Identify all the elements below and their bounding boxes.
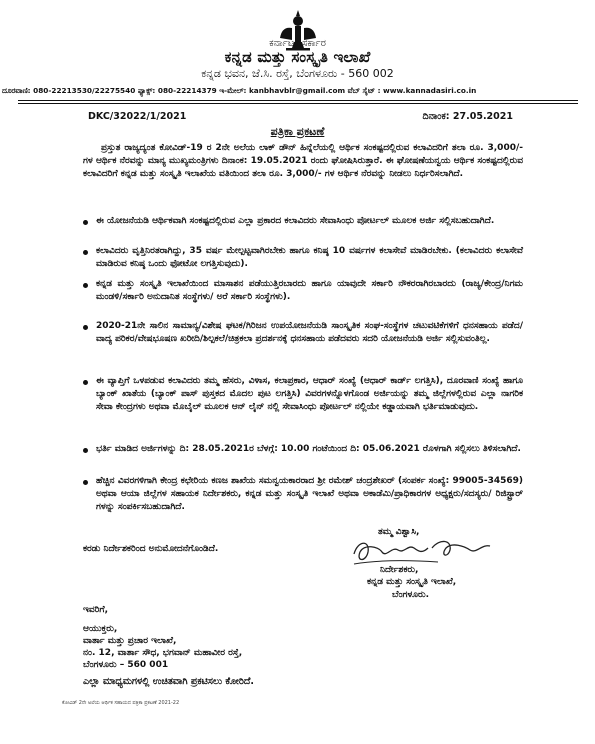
closing-text: ತಮ್ಮ ವಿಶ್ವಾಸಿ, <box>378 527 420 537</box>
bullet-icon <box>83 220 88 225</box>
list-item: ಕನ್ನಡ ಮತ್ತು ಸಂಸ್ಕೃತಿ ಇಲಾಖೆಯಿಂದ ಮಾಸಾಶನ ಪಡೆಯುತ್ತಿರಬಾರದು ಹಾಗೂ ಯಾವುದೇ ಸರ್ಕಾರಿ ನೌಕರರಾಗಿರಬಾರದು (ರಾಜ್ಯ/ಕೇಂದ್ರ/ನಿಗಮ ಮಂಡಳಿ/ಸರ್ಕಾರಿ ಅನುದಾನಿತ ಸಂಸ್ಥೆಗಳು/ ಅರೆ ಸರ್ಕಾರಿ ಸಂಸ್ಥೆಗಳು). <box>83 278 523 304</box>
signatory-role: ನಿರ್ದೇಶಕರು, <box>380 565 419 575</box>
list-item: ಹೆಚ್ಚಿನ ವಿವರಗಳಿಗಾಗಿ ಕೇಂದ್ರ ಕಛೇರಿಯ ಕಣಜ ಶಾಖೆಯ ಸಮನ್ವಯಕಾರರಾದ ಶ್ರೀ ರಮೇಶ್ ಚಂದ್ರಶೇಖರ್ (ಸಂಪರ್ಕ ಸಂಖ್ಯೆ: 99005-34569) ಅಥವಾ ಆಯಾ ಜಿಲ್ಲೆಗಳ ಸಹಾಯಕ ನಿರ್ದೇಶಕರು, ಕನ್ನಡ ಮತ್ತು ಸಂಸ್ಕೃತಿ ಇಲಾಖೆ ಅಥವಾ ಅಕಾಡೆಮಿ/ಪ್ರಾಧಿಕಾರಗಳ ಅಧ್ಯಕ್ಷರು/ಸದಸ್ಯರು/ ರಿಜಿಸ್ಟ್ರಾರ್ ಗಳನ್ನು ಸಂಪರ್ಕಿಸಬಹುದಾಗಿದೆ. <box>83 475 523 514</box>
press-release-title: ಪತ್ರಿಕಾ ಪ್ರಕಟಣೆ <box>270 125 325 138</box>
list-item: ಈ ವ್ಯಾಪ್ತಿಗೆ ಒಳಪಡುವ ಕಲಾವಿದರು ತಮ್ಮ ಹೆಸರು, ವಿಳಾಸ, ಕಲಾಪ್ರಕಾರ, ಆಧಾರ್ ಸಂಖ್ಯೆ (ಆಧಾರ್ ಕಾರ್ಡ್ ಲಗತ್ತಿಸಿ), ದೂರವಾಣಿ ಸಂಖ್ಯೆ ಹಾಗೂ ಬ್ಯಾಂಕ್ ಖಾತೆಯ (ಬ್ಯಾಂಕ್ ಪಾಸ್ ಪುಸ್ತಕದ ಮೊದಲ ಪುಟ ಲಗತ್ತಿಸಿ) ವಿವರಗಳನ್ನೊಳಗೊಂಡ ಅರ್ಜಿಯನ್ನು ತಮ್ಮ ಜಿಲ್ಲೆಗಳಲ್ಲಿರುವ ಎಲ್ಲಾ ನಾಗರಿಕ ಸೇವಾ ಕೇಂದ್ರಗಳು ಅಥವಾ ಮೊಬೈಲ್ ಮೂಲಕ ಆನ್ ಲೈನ್ ನಲ್ಲಿ ಸೇವಾಸಿಂಧು ಪೋರ್ಟಲ್ ನಲ್ಲಿಯೇ ಕಡ್ಡಾಯವಾಗಿ ಭರ್ತಿಮಾಡುವುದು. <box>83 375 523 414</box>
publication-request: ಎಲ್ಲಾ ಮಾಧ್ಯಮಗಳಲ್ಲಿ ಉಚಿತವಾಗಿ ಪ್ರಕಟಿಸಲು ಕೋರಿದೆ. <box>83 676 254 687</box>
footer-note: ಕೋವಿಡ್ 2ನೇ ಅಲೆಯ ಆರ್ಥಿಕ ಸಹಾಯದ ಪತ್ರಿಕಾ ಪ್ರಕಟಣೆ 2021-22 <box>62 700 180 706</box>
approval-note: ಕರಡು ನಿರ್ದೇಶಕರಿಂದ ಅನುಮೋದನೆಗೊಂಡಿದೆ. <box>83 544 219 554</box>
bullet-icon <box>83 283 88 288</box>
list-item: ಕಲಾವಿದರು ವೃತ್ತಿನಿರತರಾಗಿದ್ದು, 35 ವರ್ಷ ಮೇಲ್ಪಟ್ಟವಾಗಿರಬೇಕು ಹಾಗೂ ಕನಿಷ್ಠ 10 ವರ್ಷಗಳ ಕಲಾಸೇವೆ ಮಾಡಿರಬೇಕು. (ಕಲಾವಿದರು ಕಲಾಸೇವೆ ಮಾಡಿರುವ ಕನಿಷ್ಠ ಒಂದು ಫೋಟೋ ಲಗತ್ತಿಸುವುದು). <box>83 245 523 271</box>
government-name: ಕರ್ನಾಟಕ ಸರ್ಕಾರ <box>269 38 326 49</box>
intro-paragraph <box>83 142 523 181</box>
bullet-icon <box>83 250 88 255</box>
department-address: ಕನ್ನಡ ಭವನ, ಜೆ.ಸಿ. ರಸ್ತೆ, ಬೆಂಗಳೂರು - 560 002 <box>201 67 394 80</box>
signatory-city: ಬೆಂಗಳೂರು. <box>392 590 430 600</box>
bullet-icon <box>83 325 88 330</box>
header-rule-bottom <box>18 103 578 104</box>
reference-number: DKC/32022/1/2021 <box>88 111 187 122</box>
recipient-line-4: ಬೆಂಗಳೂರು – 560 001 <box>83 660 169 670</box>
list-item: ಈ ಯೋಜನೆಯಡಿ ಆರ್ಥಿಕವಾಗಿ ಸಂಕಷ್ಟದಲ್ಲಿರುವ ಎಲ್ಲಾ ಪ್ರಕಾರದ ಕಲಾವಿದರು ಸೇವಾಸಿಂಧು ಪೋರ್ಟಲ್ ಮೂಲಕ ಅರ್ಜಿ ಸಲ್ಲಿಸಬಹುದಾಗಿದೆ. <box>83 215 523 228</box>
list-item: ಭರ್ತಿ ಮಾಡಿದ ಅರ್ಜಿಗಳನ್ನು ದಿ: 28.05.2021ರ ಬೆಳಗ್ಗೆ: 10.00 ಗಂಟೆಯಿಂದ ದಿ: 05.06.2021 ರೊಳಗಾಗಿ ಸಲ್ಲಿಸಲು ತಿಳಿಸಲಾಗಿದೆ. <box>83 443 523 456</box>
document-date: ದಿನಾಂಕ: 27.05.2021 <box>422 111 513 122</box>
recipient-line-2: ವಾರ್ತಾ ಮತ್ತು ಪ್ರಚಾರ ಇಲಾಖೆ, <box>83 636 177 646</box>
signatory-department: ಕನ್ನಡ ಮತ್ತು ಸಂಸ್ಕೃತಿ ಇಲಾಖೆ, <box>367 577 457 587</box>
to-label: ಇವರಿಗೆ, <box>83 605 109 615</box>
bullet-icon <box>83 448 88 453</box>
recipient-line-3: ನಂ. 12, ವಾರ್ತಾ ಸೌಧ, ಭಗವಾನ್ ಮಹಾವೀರ ರಸ್ತೆ, <box>83 648 243 658</box>
bullet-icon <box>83 480 88 485</box>
header-rule-top <box>18 100 578 101</box>
intro-text: ಪ್ರಸ್ತುತ ರಾಜ್ಯದ್ಯಂತ ಕೋವಿಡ್-19 ರ 2ನೇ ಅಲೆಯ ಲಾಕ್ ಡೌನ್ ಹಿನ್ನೆಲೆಯಲ್ಲಿ ಆರ್ಥಿಕ ಸಂಕಷ್ಟದಲ್ಲಿರುವ ಕಲಾವಿದರಿಗೆ ತಲಾ ರೂ. 3,000/- ಗಳ ಆರ್ಥಿಕ ನೆರವನ್ನು ಮಾನ್ಯ ಮುಖ್ಯಮಂತ್ರಿಗಳು ದಿನಾಂಕ: 19.05.2021 ರಂದು ಘೋಷಿಸಿರುತ್ತಾರೆ. ಈ ಘೋಷಣೆಯನ್ವಯ ಆರ್ಥಿಕ ಸಂಕಷ್ಟದಲ್ಲಿರುವ ಕಲಾವಿದರಿಗೆ ಕನ್ನಡ ಮತ್ತು ಸಂಸ್ಕೃತಿ ಇಲಾಖೆಯ ವತಿಯಿಂದ ತಲಾ ರೂ. 3,000/- ಗಳ ಆರ್ಥಿಕ ನೆರವನ್ನು ನೀಡಲು ನಿರ್ಧರಿಸಲಾಗಿದೆ. <box>83 143 523 180</box>
list-item: 2020-21ನೇ ಸಾಲಿನ ಸಾಮಾನ್ಯ/ವಿಶೇಷ ಘಟಕ/ಗಿರಿಜನ ಉಪಯೋಜನೆಯಡಿ ಸಾಂಸ್ಕೃತಿಕ ಸಂಘ-ಸಂಸ್ಥೆಗಳ ಚಟುವಟಿಕೆಗಳಿಗೆ ಧನಸಹಾಯ ಪಡೆದ/ವಾದ್ಯ ಪರಿಕರ/ವೇಷಭೂಷಣ ಖರೀದಿ/ಶಿಲ್ಪಕಲೆ/ಚಿತ್ರಕಲಾ ಪ್ರದರ್ಶನಕ್ಕೆ ಧನಸಹಾಯ ಪಡೆದವರು ಸದರಿ ಯೋಜನೆಯಡಿ ಅರ್ಜಿ ಸಲ್ಲಿಸುವಂತಿಲ್ಲ. <box>83 320 523 346</box>
signature-image <box>348 532 498 574</box>
bullet-icon <box>83 380 88 385</box>
contact-line: ದೂರವಾಣಿ: 080-22213530/22275540 ಫ್ಯಾಕ್ಸ್: 080-22214379 ಇ-ಮೇಲ್: kanbhavblr@gmail.com ವೆಬ್ ಸೈಟ್ : www.kannadasiri.co.in <box>2 86 477 95</box>
recipient-line-1: ಆಯುಕ್ತರು, <box>83 624 118 634</box>
department-name: ಕನ್ನಡ ಮತ್ತು ಸಂಸ್ಕೃತಿ ಇಲಾಖೆ <box>224 48 371 66</box>
